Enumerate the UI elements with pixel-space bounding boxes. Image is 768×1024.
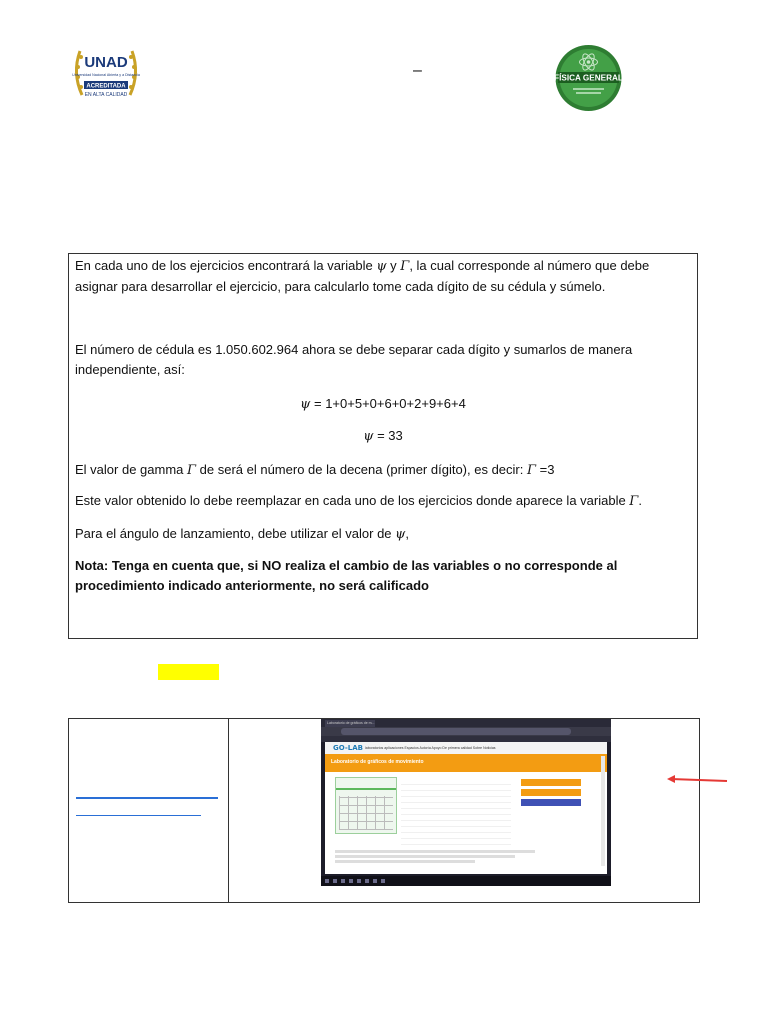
lab-secondary-button: [521, 789, 581, 796]
golab-banner: [325, 754, 607, 772]
unad-logo-badge-sub: EN ALTA CALIDAD: [84, 92, 128, 98]
screenshot-table: [68, 718, 700, 903]
hyperlink-underline[interactable]: [76, 797, 218, 799]
instructions-paragraph-1: En cada uno de los ejercicios encontrará la variable ψ y Γ, la cual corresponde al número que debe asignar para desarrollar el ejercicio, para calcularlo tome cada dígito de su cédula y súmelo.: [75, 258, 650, 294]
browser-tab: Laboratorio de gráficos de m...: [327, 721, 375, 725]
browser-url-bar: [321, 727, 611, 736]
lab-info-table: [401, 779, 511, 849]
embedded-browser-screenshot: [321, 719, 611, 886]
psi-sum-equation: ψ = 1+0+5+0+6+0+2+9+6+4: [300, 396, 466, 412]
psi-symbol: ψ: [376, 259, 387, 274]
note-paragraph: Nota: Tenga en cuenta que, si NO realiza el cambio de las variables o no corresponde al procedimiento indicado anteriormente, no será calificado: [75, 558, 618, 593]
table-column-divider: [228, 719, 229, 902]
golab-nav-links: laboratorios aplicaciones Espacios Autoría Apoyo De primera calidad Sobre Noticias: [365, 746, 496, 750]
angle-paragraph: Para el ángulo de lanzamiento, debe utilizar el valor de ψ,: [75, 526, 409, 542]
header-dash: –: [413, 62, 422, 79]
windows-taskbar: [321, 876, 611, 886]
unad-logo-subtitle: Universidad Nacional Abierta y a Distancia: [72, 73, 140, 77]
psi-result-equation: ψ = 33: [363, 428, 403, 444]
lab-description: [335, 850, 535, 870]
instructions-paragraph-2: El número de cédula es 1.050.602.964 ahora se debe separar cada dígito y sumarlos de manera independiente, así:: [75, 342, 633, 377]
red-arrow-icon: [667, 775, 729, 785]
unad-logo-badge: ACREDITADA: [86, 83, 126, 90]
instructions-box: [68, 253, 698, 639]
replace-paragraph: Este valor obtenido lo debe reemplazar en cada uno de los ejercicios donde aparece la variable Γ.: [75, 493, 642, 509]
hyperlink-underline-2[interactable]: [76, 815, 201, 816]
gamma-paragraph: El valor de gamma Γ de será el número de la decena (primer dígito), es decir: Γ =3: [75, 462, 555, 478]
page-scrollbar: [601, 756, 605, 866]
lab-action-buttons: [521, 779, 581, 809]
yellow-highlight: [158, 664, 219, 680]
browser-tab-bar: [321, 719, 611, 727]
unad-logo: [70, 45, 142, 103]
golab-brand: GO-LAB: [333, 744, 363, 752]
fisica-general-logo-name: FÍSICA GENERAL: [555, 73, 622, 83]
lab-open-button: [521, 779, 581, 786]
lab-blue-button: [521, 799, 581, 806]
fisica-general-logo: [555, 43, 622, 113]
golab-banner-title: Laboratorio de gráficos de movimiento: [331, 759, 424, 765]
motion-lab-thumbnail: [335, 777, 397, 834]
golab-page: [325, 742, 607, 874]
gamma-symbol: Γ: [400, 259, 410, 274]
unad-logo-name: UNAD: [84, 54, 128, 71]
